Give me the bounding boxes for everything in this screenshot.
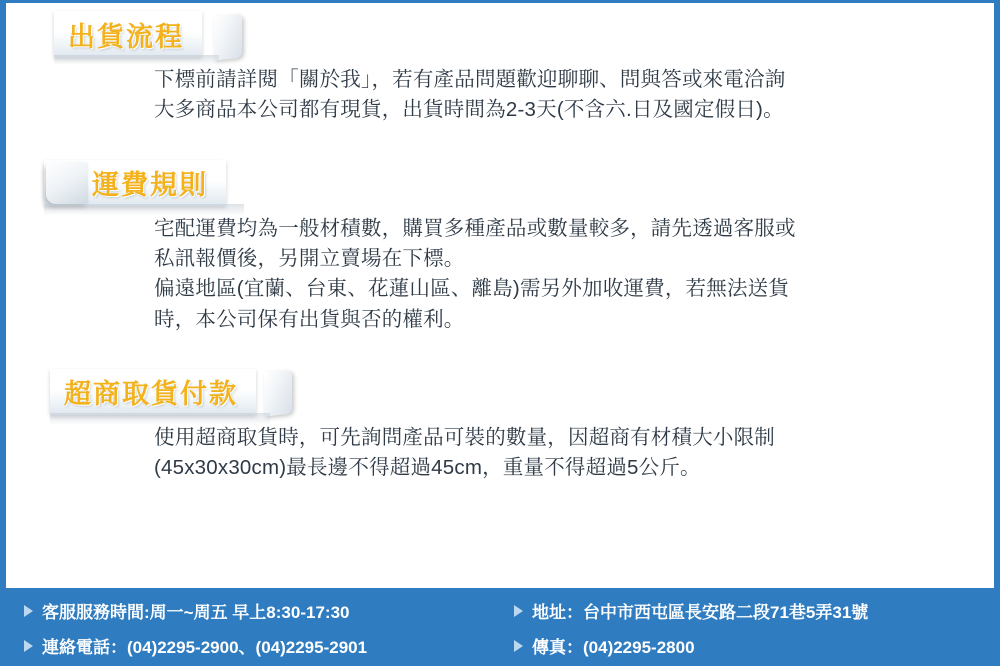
triangle-bullet-icon (24, 640, 33, 652)
triangle-bullet-icon (514, 605, 523, 617)
tag-shadow (50, 413, 270, 425)
paper-curl-icon (46, 162, 88, 204)
contact-footer (6, 588, 1000, 666)
footer-text: 地址：台中市西屯區長安路二段71巷5弄31號 (532, 603, 869, 622)
paper-curl-icon (264, 369, 292, 416)
footer-left-column (24, 598, 514, 666)
body-line: 私訊報價後，另開立賣場在下標。 (154, 246, 465, 270)
section-shipping-process (6, 3, 994, 126)
footer-text: 傳真：(04)2295-2800 (532, 638, 695, 657)
footer-service-hours (24, 598, 514, 623)
spacer (6, 335, 994, 361)
triangle-bullet-icon (24, 605, 33, 617)
section-heading-wrap (6, 3, 994, 65)
body-line: 宅配運費均為一般材積數，購買多種產品或數量較多，請先透過客服或 (154, 216, 796, 240)
section-title: 超商取貨付款 (64, 379, 238, 410)
body-line: 大多商品本公司都有現貨，出貨時間為2-3天(不含六.日及國定假日)。 (154, 98, 784, 122)
body-line: (45x30x30cm)最長邊不得超過45cm，重量不得超過5公斤。 (154, 456, 701, 480)
heading-tag-convenience-store-pickup (50, 369, 256, 415)
body-line: 時，本公司保有出貨與否的權利。 (154, 307, 465, 331)
heading-tag-shipping-process (54, 11, 202, 57)
triangle-bullet-icon (514, 640, 523, 652)
body-line: 下標前請詳閱「關於我」，若有產品問題歡迎聊聊、問與答或來電洽詢 (154, 68, 786, 91)
spacer (6, 126, 994, 152)
section-body (154, 214, 994, 335)
section-body (154, 423, 994, 484)
footer-phone (24, 633, 514, 658)
paper-curl-icon (214, 14, 242, 61)
footer-fax (514, 633, 984, 658)
section-heading-wrap (6, 152, 994, 214)
body-line: 使用超商取貨時，可先詢問產品可裝的數量，因超商有材積大小限制 (154, 425, 775, 449)
footer-address (514, 598, 984, 623)
footer-text: 連絡電話：(04)2295-2900、(04)2295-2901 (42, 638, 368, 657)
heading-tag-shipping-fee-rules (44, 160, 226, 206)
section-heading-wrap (6, 361, 994, 423)
section-convenience-store-pickup (6, 361, 994, 484)
tag-shadow (44, 204, 244, 216)
section-body (154, 65, 994, 126)
section-title: 出貨流程 (68, 21, 184, 52)
tag-shadow (54, 55, 219, 65)
footer-text: 客服服務時間:周一~周五 早上8:30-17:30 (42, 603, 350, 622)
section-shipping-fee-rules (6, 152, 994, 335)
footer-right-column (514, 598, 984, 666)
section-title: 運費規則 (92, 170, 208, 201)
body-line: 偏遠地區(宜蘭、台東、花蓮山區、離島)需另外加收運費，若無法送貨 (154, 277, 790, 301)
